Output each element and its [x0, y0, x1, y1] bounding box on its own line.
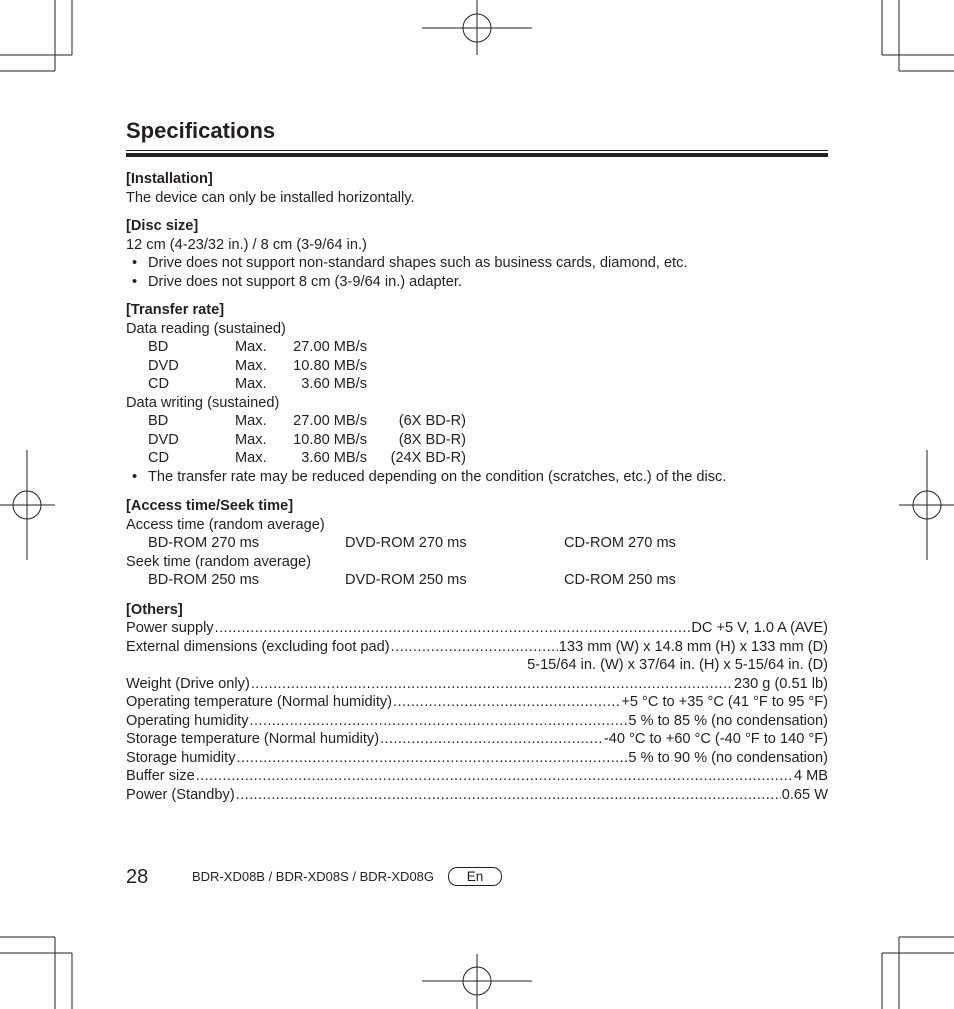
- section-heading: [Disc size]: [126, 218, 199, 234]
- title-rule-thin: [126, 150, 828, 151]
- reading-label: Data reading (sustained): [126, 320, 286, 337]
- crop-mark-bottom-right: [882, 937, 954, 1009]
- spec-dimensions-inches: 5-15/64 in. (W) x 37/64 in. (H) x 5-15/64 in. (D): [527, 657, 828, 673]
- section-heading: [Installation]: [126, 171, 213, 187]
- installation-text: The device can only be installed horizontally.: [126, 189, 415, 206]
- spec-storage-temperature: Storage temperature (Normal humidity) ..... -40 °C to +60 °C (-40 °F to 140 °F): [126, 730, 828, 749]
- section-heading: [Others]: [126, 601, 183, 618]
- table-row: BD-ROM 270 ms DVD-ROM 270 ms CD-ROM 270 ms: [148, 535, 676, 551]
- crop-mark-top-right: [882, 0, 954, 71]
- model-names: BDR-XD08B / BDR-XD08S / BDR-XD08G: [192, 869, 435, 884]
- access-label: Access time (random average): [126, 516, 325, 533]
- crop-mark-bottom-left: [0, 937, 72, 1009]
- seek-label: Seek time (random average): [126, 553, 311, 570]
- registration-mark-top: [422, 0, 532, 55]
- page-title: Specifications: [126, 118, 276, 143]
- spec-storage-humidity: Storage humidity ..... 5 % to 90 % (no condensation): [126, 749, 828, 768]
- crop-mark-top-left: [0, 0, 72, 71]
- table-row: CD Max. 3.60 MB/s: [148, 376, 367, 392]
- section-transfer-rate: [126, 301, 828, 486]
- section-heading: [Access time/Seek time]: [126, 498, 294, 514]
- spec-dimensions: External dimensions (excluding foot pad) ..... 133 mm (W) x 14.8 mm (H) x 133 mm (D): [126, 638, 828, 657]
- section-others: [126, 601, 828, 805]
- title-rule-thick: [126, 153, 828, 157]
- language-badge: En: [448, 867, 502, 886]
- table-row: BD Max. 27.00 MB/s: [148, 339, 367, 355]
- registration-mark-left: [0, 450, 55, 560]
- spec-power-supply: Power supply ..... DC +5 V, 1.0 A (AVE): [126, 619, 828, 638]
- spec-power-standby: Power (Standby) ..... 0.65 W: [126, 786, 828, 805]
- registration-mark-bottom: [422, 954, 532, 1009]
- table-row: BD Max. 27.00 MB/s (6X BD-R): [148, 413, 466, 429]
- spec-operating-humidity: Operating humidity ..... 5 % to 85 % (no condensation): [126, 712, 828, 731]
- list-item: • Drive does not support 8 cm (3-9/64 in.) adapter.: [132, 273, 462, 290]
- section-heading: [Transfer rate]: [126, 302, 225, 318]
- spec-operating-temperature: Operating temperature (Normal humidity) ..... +5 °C to +35 °C (41 °F to 95 °F): [126, 693, 828, 712]
- writing-label: Data writing (sustained): [126, 394, 280, 411]
- table-row: BD-ROM 250 ms DVD-ROM 250 ms CD-ROM 250 ms: [148, 572, 676, 588]
- page-number: 28: [126, 866, 149, 888]
- table-row: DVD Max. 10.80 MB/s: [148, 357, 367, 374]
- list-item: • The transfer rate may be reduced depending on the condition (scratches, etc.) of the disc.: [132, 468, 727, 485]
- spec-weight: Weight (Drive only) ..... 230 g (0.51 lb): [126, 675, 828, 694]
- list-item: • Drive does not support non-standard shapes such as business cards, diamond, etc.: [132, 255, 688, 271]
- specifications-content: [126, 116, 828, 804]
- table-row: CD Max. 3.60 MB/s (24X BD-R): [148, 450, 466, 466]
- section-access-time: [126, 497, 828, 590]
- section-disc-size: [126, 217, 828, 291]
- section-installation: [126, 170, 828, 207]
- disc-size-text: 12 cm (4-23/32 in.) / 8 cm (3-9/64 in.): [126, 236, 367, 253]
- table-row: DVD Max. 10.80 MB/s (8X BD-R): [148, 431, 466, 448]
- spec-buffer-size: Buffer size ..... 4 MB: [126, 767, 828, 786]
- registration-mark-right: [899, 450, 954, 560]
